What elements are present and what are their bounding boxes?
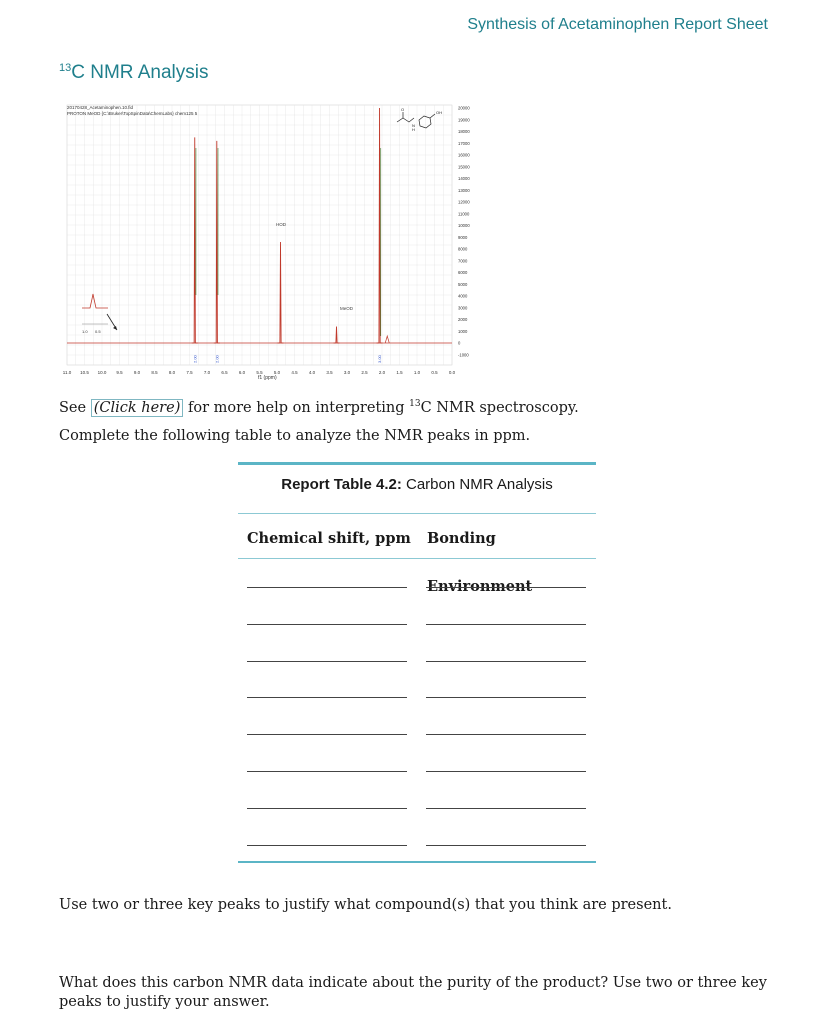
answer-line-environment-2[interactable] xyxy=(426,624,586,625)
answer-line-environment-8[interactable] xyxy=(426,845,586,846)
y-tick-label: 18000 xyxy=(458,129,470,134)
y-axis-ticks xyxy=(458,106,470,358)
y-tick-label: 17000 xyxy=(458,140,470,146)
header-divider xyxy=(238,558,596,559)
see-middle: for more help on interpreting xyxy=(183,400,410,416)
x-tick-label: 6.0 xyxy=(238,370,246,375)
x-tick-label: 9.5 xyxy=(116,370,123,375)
section-title xyxy=(59,62,209,84)
title-text: C NMR Analysis xyxy=(71,62,209,83)
answer-line-shift-6[interactable] xyxy=(247,771,407,772)
y-tick-label: 20000 xyxy=(458,105,470,111)
answer-line-environment-1[interactable] xyxy=(426,587,586,588)
y-tick-label: 10000 xyxy=(458,223,470,228)
inset-tick-2: 0.5 xyxy=(95,329,101,334)
answer-line-shift-4[interactable] xyxy=(247,697,407,698)
x-axis-label: f1 (ppm) xyxy=(258,375,277,381)
inset-tick-1: 1.0 xyxy=(82,329,88,334)
answer-line-shift-7[interactable] xyxy=(247,808,407,809)
spectrum-meta-line1: 20170428_Acetaminophen.10.fid xyxy=(67,105,134,110)
structure-n: N xyxy=(412,123,415,128)
instruction-text: Complete the following table to analyze the NMR peaks in ppm. xyxy=(59,428,531,444)
x-tick-label: 5.5 xyxy=(256,370,263,375)
y-tick-label: 12000 xyxy=(458,199,470,205)
report-table xyxy=(238,462,596,863)
table-caption xyxy=(238,465,596,514)
y-tick-label: 9000 xyxy=(458,234,468,240)
x-tick-label: 11.0 xyxy=(62,370,72,375)
x-tick-label: 5.0 xyxy=(273,370,281,375)
x-tick-label: 7.5 xyxy=(186,370,193,375)
click-here-link[interactable]: (Click here) xyxy=(91,399,184,417)
answer-line-shift-1[interactable] xyxy=(247,587,407,588)
y-tick-label: 11000 xyxy=(458,211,470,217)
integral-value-1: 2.00 xyxy=(192,355,198,363)
y-tick-label: 15000 xyxy=(458,164,470,170)
title-superscript: 13 xyxy=(59,62,72,74)
see-superscript: 13 xyxy=(409,399,421,409)
column-header-environment: Bonding Environment xyxy=(427,530,533,595)
report-sheet-title: Synthesis of Acetaminophen Report Sheet xyxy=(467,16,768,33)
x-tick-label: 8.5 xyxy=(151,370,158,375)
answer-line-environment-3[interactable] xyxy=(426,661,586,662)
see-prefix: See xyxy=(59,400,91,416)
y-tick-label: 19000 xyxy=(458,117,470,123)
answer-line-environment-4[interactable] xyxy=(426,697,586,698)
x-tick-label: 10.0 xyxy=(97,370,107,375)
see-suffix: C NMR spectroscopy. xyxy=(420,400,579,416)
integral-value-3: 3.00 xyxy=(377,355,383,363)
table-caption-rest: Carbon NMR Analysis xyxy=(401,476,553,493)
x-tick-label: 0.0 xyxy=(448,370,456,375)
structure-o: O xyxy=(401,107,405,112)
integral-value-2: 2.00 xyxy=(214,355,220,363)
y-tick-label: 7000 xyxy=(458,258,468,264)
y-tick-label: 0 xyxy=(458,340,461,346)
answer-line-shift-8[interactable] xyxy=(247,845,407,846)
x-tick-label: 0.5 xyxy=(431,370,438,375)
y-tick-label: 1000 xyxy=(458,328,468,334)
y-tick-label: 2000 xyxy=(458,317,468,322)
column-header-shift: Chemical shift, ppm xyxy=(247,530,411,547)
question-purity: What does this carbon NMR data indicate about the purity of the product? Use two or three key peaks to justify your answer. xyxy=(59,975,767,1010)
structure-h: H xyxy=(412,127,415,132)
answer-line-environment-6[interactable] xyxy=(426,771,586,772)
y-tick-label: 8000 xyxy=(458,246,468,252)
answer-line-environment-7[interactable] xyxy=(426,808,586,809)
spectrum-meta-line2: PROTON MeOD {C:\Bruker\TopSpinData\ChemLabs} chem125 5 xyxy=(67,111,198,116)
x-tick-label: 1.0 xyxy=(413,370,421,375)
x-tick-label: 6.5 xyxy=(221,370,228,375)
y-tick-label: 5000 xyxy=(458,281,468,287)
x-tick-label: 7.0 xyxy=(203,370,211,375)
answer-line-shift-2[interactable] xyxy=(247,624,407,625)
help-paragraph xyxy=(59,399,779,420)
spectrum-grid xyxy=(67,105,452,365)
hod-label: HOD xyxy=(276,222,286,227)
answer-line-shift-5[interactable] xyxy=(247,734,407,735)
y-tick-label: 16000 xyxy=(458,152,470,158)
y-tick-label: 6000 xyxy=(458,270,468,275)
x-tick-label: 9.0 xyxy=(133,370,141,375)
x-tick-label: 1.5 xyxy=(396,370,403,375)
x-tick-label: 8.0 xyxy=(168,370,176,375)
y-tick-label: -1000 xyxy=(458,352,469,358)
y-tick-label: 3000 xyxy=(458,305,468,311)
x-tick-label: 4.5 xyxy=(291,370,298,375)
answer-line-environment-5[interactable] xyxy=(426,734,586,735)
y-tick-label: 13000 xyxy=(458,187,470,193)
x-tick-label: 10.5 xyxy=(80,370,89,375)
structure-oh: OH xyxy=(436,110,442,115)
x-tick-label: 4.0 xyxy=(308,370,316,375)
table-caption-bold: Report Table 4.2: xyxy=(281,476,402,493)
x-tick-label: 2.5 xyxy=(361,370,368,375)
x-tick-label: 3.0 xyxy=(343,370,351,375)
x-tick-label: 2.0 xyxy=(378,370,386,375)
nmr-spectrum xyxy=(62,100,477,385)
y-tick-label: 4000 xyxy=(458,293,468,299)
meod-label: MeOD xyxy=(340,306,354,311)
y-tick-label: 14000 xyxy=(458,176,470,181)
question-compounds: Use two or three key peaks to justify what compound(s) that you think are present. xyxy=(59,897,672,913)
x-tick-label: 3.5 xyxy=(326,370,333,375)
answer-line-shift-3[interactable] xyxy=(247,661,407,662)
